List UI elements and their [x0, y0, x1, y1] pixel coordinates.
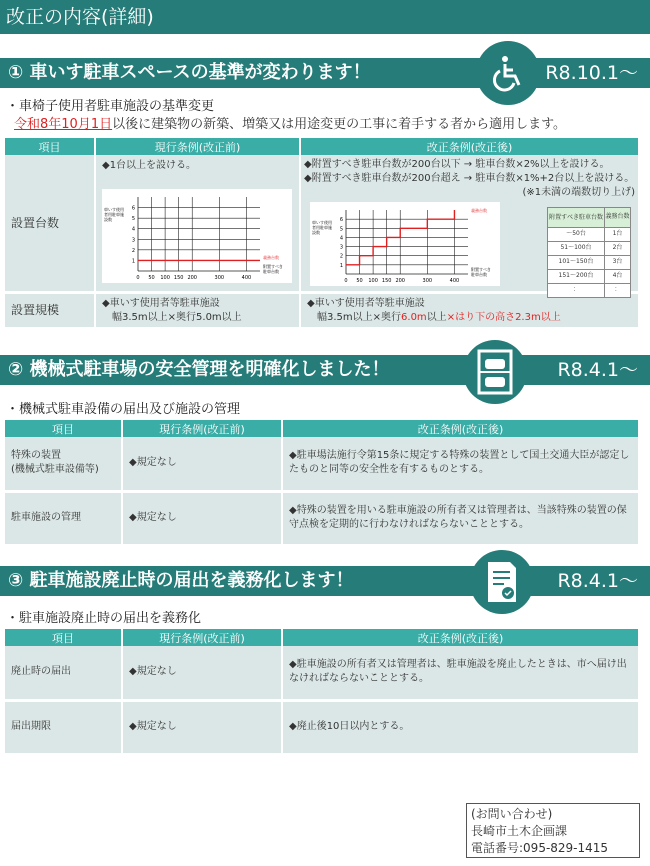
chart-after: [310, 202, 500, 286]
x-tick-label: 100: [160, 275, 170, 281]
col-header: 現行条例(改正前): [122, 629, 282, 646]
x-tick-label: 150: [381, 278, 392, 284]
y-tick-label: 2: [339, 253, 343, 260]
section-title: ① 車いす駐車スペースの基準が変わります！: [8, 62, 371, 83]
after-size: 幅3.5m以上×奥行: [317, 311, 402, 323]
col-header: 現行条例(改正前): [95, 138, 300, 155]
row-label: 設置規模: [5, 293, 95, 329]
x-tick-label: 0: [136, 275, 140, 281]
chart-before: [102, 189, 292, 283]
mini-cell: 151～200台: [548, 270, 605, 284]
mini-table: [547, 207, 631, 298]
after-text: ◆駐車施設の所有者又は管理者は、駐車施設を廃止したときは、市へ届け出なければならないこととする。: [282, 646, 639, 700]
section-subtitle: ・機械式駐車設備の届出及び施設の管理: [6, 402, 241, 417]
col-header: 改正条例(改正後): [282, 420, 639, 437]
x-tick-label: 400: [449, 278, 460, 284]
x-tick-label: 50: [148, 275, 155, 281]
y-tick-label: 3: [339, 244, 343, 251]
y-tick-label: 5: [339, 226, 343, 233]
section-3-banner: [0, 566, 650, 596]
x-tick-label: 100: [368, 278, 378, 284]
after-height: ×はり下の高さ2.3m以上: [446, 311, 561, 323]
mini-cell: 2台: [605, 242, 631, 256]
mini-header: 義務台数: [605, 208, 631, 228]
mini-cell: 101～150台: [548, 256, 605, 270]
y-tick-label: 3: [131, 237, 135, 244]
series-label: 義務台数: [471, 208, 487, 213]
row-label-sub: (機械式駐車設備等): [11, 464, 99, 476]
after-text: ◆駐車場法施行令第15条に規定する特殊の装置として国土交通大臣が認定したものと同等の安全性を有するものとする。: [282, 437, 639, 491]
mini-cell: ～50台: [548, 228, 605, 242]
document-check-icon: [470, 550, 534, 614]
parking-garage-icon: [463, 340, 527, 404]
wheelchair-icon: [476, 41, 540, 105]
x-tick-label: 200: [187, 275, 197, 281]
x-tick-label: 50: [356, 278, 363, 284]
x-tick-label: 150: [173, 275, 184, 281]
col-header: 現行条例(改正前): [122, 420, 282, 437]
y-tick-label: 1: [131, 258, 135, 265]
series-label: 義務台数: [263, 255, 279, 260]
wheelchair-table: [5, 138, 640, 330]
y-tick-label: 1: [339, 262, 343, 269]
section-title: ② 機械式駐車場の安全管理を明確化しました！: [8, 359, 390, 380]
before-text: ◆規定なし: [122, 700, 282, 754]
contact-box: [466, 803, 640, 858]
section-subtitle: ・車椅子使用者駐車施設の基準変更: [6, 99, 215, 114]
row-label: 特殊の装置: [11, 450, 61, 462]
mini-header: 附置すべき駐車台数: [548, 208, 605, 228]
x-axis-label: 附置すべき駐車台数: [471, 267, 491, 277]
row-label: 届出期限: [5, 700, 122, 754]
y-tick-label: 6: [131, 205, 135, 212]
after-depth: 6.0m: [401, 311, 427, 323]
after-text: ◆車いす使用者等駐車施設: [307, 297, 425, 309]
after-size-suffix: 以上: [426, 311, 447, 323]
y-tick-label: 2: [131, 247, 135, 254]
mini-cell: 3台: [605, 256, 631, 270]
before-text: ◆規定なし: [122, 646, 282, 700]
effective-date: R8.4.1～: [557, 570, 638, 592]
section-1-banner: [0, 58, 650, 88]
x-axis-label: 附置すべき駐車台数: [263, 264, 283, 274]
x-tick-label: 300: [214, 275, 225, 281]
y-tick-label: 6: [339, 217, 343, 224]
mini-row: [548, 270, 631, 284]
effective-date: R8.10.1～: [545, 62, 638, 84]
mini-row: [548, 256, 631, 270]
effective-date: R8.4.1～: [557, 359, 638, 381]
after-text-1: ◆附置すべき駐車台数が200台以下 → 駐車台数×2%以上を設ける。: [304, 159, 610, 170]
row-label: 設置台数: [5, 155, 95, 293]
y-tick-label: 4: [339, 235, 343, 242]
effective-date-note: 令和8年10月1日: [14, 117, 113, 132]
y-axis-label: 車いす使用者用駐車施設数: [312, 220, 332, 235]
mechanical-parking-table: [5, 420, 640, 547]
contact-phone: 電話番号:095-829-1415: [471, 841, 609, 855]
x-tick-label: 300: [422, 278, 433, 284]
page-title: 改正の内容(詳細): [0, 0, 650, 34]
mini-row: [548, 242, 631, 256]
x-tick-label: 200: [395, 278, 405, 284]
after-text: ◆特殊の装置を用いる駐車施設の所有者又は管理者は、当該特殊の装置の保守点検を定期的に行わなければならないこととする。: [282, 491, 639, 545]
before-text: ◆車いす使用者等駐車施設: [102, 297, 220, 309]
mini-cell: ：: [605, 284, 631, 298]
mini-row: [548, 284, 631, 298]
mini-row: [548, 228, 631, 242]
applicability-note: 以後に建築物の新築、増築又は用途変更の工事に着手する者から適用します。: [112, 117, 567, 132]
before-text: ◆1台以上を設ける。: [102, 160, 197, 171]
before-text: ◆規定なし: [122, 491, 282, 545]
contact-heading: (お問い合わせ): [471, 807, 553, 821]
contact-department: 長崎市土木企画課: [471, 824, 568, 838]
row-label: 廃止時の届出: [5, 646, 122, 700]
y-tick-label: 4: [131, 226, 135, 233]
mini-cell: 4台: [605, 270, 631, 284]
col-header: 項目: [5, 138, 95, 155]
row-label: 駐車施設の管理: [5, 491, 122, 545]
x-tick-label: 400: [241, 275, 252, 281]
y-tick-label: 5: [131, 216, 135, 223]
rounding-note: (※1未満の端数切り上げ): [522, 187, 635, 198]
section-title: ③ 駐車施設廃止時の届出を義務化します！: [8, 570, 354, 591]
mini-cell: 1台: [605, 228, 631, 242]
after-text-2: ◆附置すべき駐車台数が200台超え → 駐車台数×1%+2台以上を設ける。: [304, 173, 635, 184]
before-text: ◆規定なし: [122, 437, 282, 491]
before-size: 幅3.5m以上×奥行5.0m以上: [112, 311, 242, 323]
after-text: ◆廃止後10日以内とする。: [282, 700, 639, 754]
x-tick-label: 0: [344, 278, 348, 284]
col-header: 改正条例(改正後): [300, 138, 639, 155]
col-header: 改正条例(改正後): [282, 629, 639, 646]
y-axis-label: 車いす使用者用駐車施設数: [104, 207, 124, 222]
section-subtitle: ・駐車施設廃止時の届出を義務化: [6, 611, 202, 626]
mini-cell: 51～100台: [548, 242, 605, 256]
abolition-notice-table: [5, 629, 640, 756]
mini-cell: ：: [548, 284, 605, 298]
section-2-banner: [0, 355, 650, 385]
col-header: 項目: [5, 629, 122, 646]
col-header: 項目: [5, 420, 122, 437]
